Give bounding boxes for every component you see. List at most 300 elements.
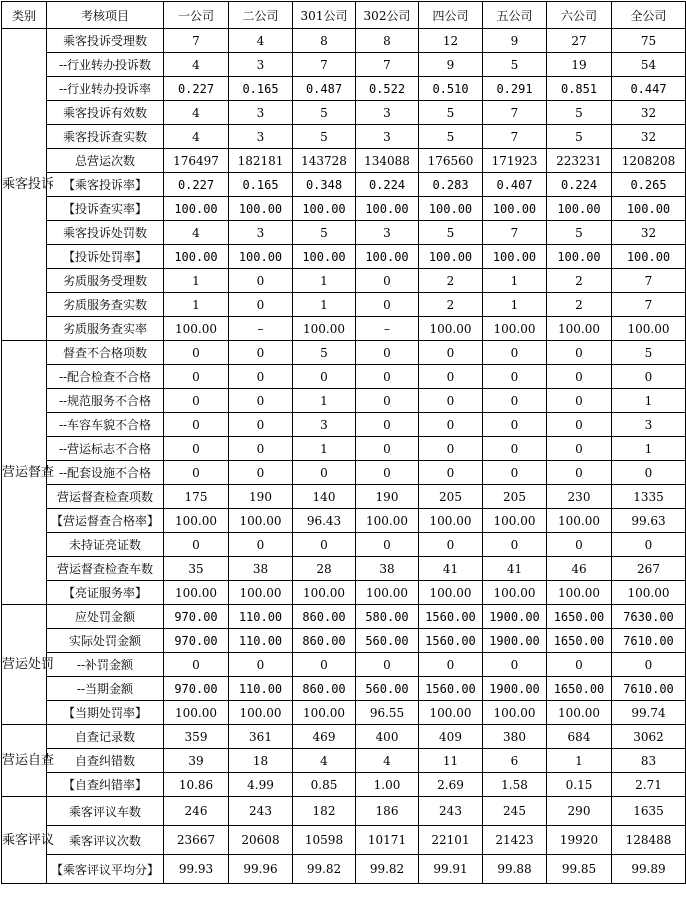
value-cell: 100.00 [293, 317, 356, 341]
value-cell: 0.224 [547, 173, 612, 197]
value-cell: 0 [612, 461, 686, 485]
item-label-cell: 劣质服务查实数 [47, 293, 164, 317]
value-cell: 41 [419, 557, 483, 581]
value-cell: 0.15 [547, 773, 612, 797]
value-cell: 99.89 [612, 855, 686, 884]
value-cell: 1560.00 [419, 677, 483, 701]
value-cell: 100.00 [229, 581, 293, 605]
value-cell: 100.00 [612, 197, 686, 221]
header-category: 类别 [2, 2, 47, 29]
value-cell: 100.00 [612, 317, 686, 341]
value-cell: 7 [483, 125, 547, 149]
value-cell: 1.00 [356, 773, 419, 797]
table-row [2, 701, 686, 725]
value-cell: 4 [164, 101, 229, 125]
value-cell: 100.00 [483, 317, 547, 341]
value-cell: 0 [293, 653, 356, 677]
value-cell: 100.00 [293, 581, 356, 605]
value-cell: 0 [419, 533, 483, 557]
value-cell: 100.00 [164, 581, 229, 605]
value-cell: 100.00 [419, 509, 483, 533]
value-cell: 0.522 [356, 77, 419, 101]
value-cell: 6 [483, 749, 547, 773]
value-cell: 1560.00 [419, 605, 483, 629]
header-company-301: 301公司 [293, 2, 356, 29]
value-cell: 0 [229, 461, 293, 485]
value-cell: 9 [419, 53, 483, 77]
value-cell: 0 [164, 461, 229, 485]
value-cell: 5 [293, 221, 356, 245]
item-label-cell: 营运督查检查项数 [47, 485, 164, 509]
value-cell: 3 [356, 125, 419, 149]
value-cell: 100.00 [164, 245, 229, 269]
value-cell: 0 [483, 365, 547, 389]
value-cell: 99.85 [547, 855, 612, 884]
value-cell: 99.82 [293, 855, 356, 884]
value-cell: 5 [293, 125, 356, 149]
value-cell: 41 [483, 557, 547, 581]
value-cell: 0 [483, 389, 547, 413]
value-cell: 1900.00 [483, 629, 547, 653]
value-cell: 100.00 [293, 245, 356, 269]
header-company-5: 五公司 [483, 2, 547, 29]
value-cell: 100.00 [547, 509, 612, 533]
table-row [2, 749, 686, 773]
table-row [2, 605, 686, 629]
value-cell: 0 [419, 437, 483, 461]
value-cell: 0 [356, 341, 419, 365]
table-row [2, 77, 686, 101]
value-cell: 684 [547, 725, 612, 749]
item-label-cell: 【营运督查合格率】 [47, 509, 164, 533]
header-company-4: 四公司 [419, 2, 483, 29]
value-cell: 19920 [547, 826, 612, 855]
value-cell: 110.00 [229, 629, 293, 653]
item-label-cell: 乘客投诉受理数 [47, 29, 164, 53]
value-cell: 400 [356, 725, 419, 749]
value-cell: 96.43 [293, 509, 356, 533]
value-cell: 860.00 [293, 629, 356, 653]
value-cell: 27 [547, 29, 612, 53]
item-label-cell: 未持证亮证数 [47, 533, 164, 557]
value-cell: 0 [229, 413, 293, 437]
value-cell: 0.851 [547, 77, 612, 101]
value-cell: 7610.00 [612, 629, 686, 653]
value-cell: 0 [356, 653, 419, 677]
value-cell: 0 [612, 653, 686, 677]
value-cell: 0.348 [293, 173, 356, 197]
value-cell: 1 [293, 293, 356, 317]
header-item: 考核项目 [47, 2, 164, 29]
item-label-cell: 督查不合格项数 [47, 341, 164, 365]
value-cell: 0 [293, 461, 356, 485]
table-row [2, 365, 686, 389]
value-cell: 3 [356, 101, 419, 125]
value-cell: 7 [612, 293, 686, 317]
value-cell: 2 [419, 293, 483, 317]
value-cell: 100.00 [547, 197, 612, 221]
table-row [2, 581, 686, 605]
table-row [2, 826, 686, 855]
item-label-cell: 乘客投诉处罚数 [47, 221, 164, 245]
value-cell: 580.00 [356, 605, 419, 629]
value-cell: 0 [356, 365, 419, 389]
value-cell: 7 [164, 29, 229, 53]
value-cell: 245 [483, 797, 547, 826]
value-cell: 1635 [612, 797, 686, 826]
table-row [2, 245, 686, 269]
table-row [2, 533, 686, 557]
header-company-2: 二公司 [229, 2, 293, 29]
item-label-cell: 【乘客投诉率】 [47, 173, 164, 197]
table-row [2, 269, 686, 293]
item-label-cell: 【投诉查实率】 [47, 197, 164, 221]
value-cell: 0.227 [164, 77, 229, 101]
value-cell: 2 [419, 269, 483, 293]
table-row [2, 437, 686, 461]
value-cell: 1 [164, 293, 229, 317]
item-label-cell: --车容车貌不合格 [47, 413, 164, 437]
value-cell: 0 [164, 533, 229, 557]
value-cell: – [229, 317, 293, 341]
value-cell: 100.00 [419, 317, 483, 341]
value-cell: 10.86 [164, 773, 229, 797]
value-cell: 860.00 [293, 605, 356, 629]
header-company-1: 一公司 [164, 2, 229, 29]
item-label-cell: --营运标志不合格 [47, 437, 164, 461]
value-cell: 2.71 [612, 773, 686, 797]
value-cell: 75 [612, 29, 686, 53]
item-label-cell: 【乘客评议平均分】 [47, 855, 164, 884]
value-cell: 0.291 [483, 77, 547, 101]
value-cell: 32 [612, 125, 686, 149]
value-cell: 0.165 [229, 77, 293, 101]
value-cell: 4 [293, 749, 356, 773]
value-cell: 7 [293, 53, 356, 77]
value-cell: 5 [483, 53, 547, 77]
value-cell: 96.55 [356, 701, 419, 725]
table-row [2, 413, 686, 437]
value-cell: 21423 [483, 826, 547, 855]
table-row [2, 149, 686, 173]
value-cell: 5 [419, 101, 483, 125]
value-cell: 0 [483, 461, 547, 485]
table-row [2, 125, 686, 149]
value-cell: 7 [612, 269, 686, 293]
value-cell: 186 [356, 797, 419, 826]
value-cell: 0 [293, 533, 356, 557]
value-cell: 0 [419, 461, 483, 485]
table-row [2, 509, 686, 533]
category-cell: 营运督查 [2, 341, 47, 605]
value-cell: 0 [356, 389, 419, 413]
value-cell: 100.00 [612, 245, 686, 269]
value-cell: 110.00 [229, 677, 293, 701]
value-cell: 290 [547, 797, 612, 826]
value-cell: 100.00 [293, 701, 356, 725]
value-cell: 0.510 [419, 77, 483, 101]
value-cell: 230 [547, 485, 612, 509]
value-cell: 1560.00 [419, 629, 483, 653]
table-row [2, 461, 686, 485]
value-cell: 100.00 [419, 245, 483, 269]
value-cell: 8 [293, 29, 356, 53]
category-cell: 营运处罚 [2, 605, 47, 725]
value-cell: 100.00 [419, 581, 483, 605]
value-cell: 3 [293, 413, 356, 437]
table-row [2, 197, 686, 221]
value-cell: 32 [612, 221, 686, 245]
header-all-companies: 全公司 [612, 2, 686, 29]
value-cell: 100.00 [483, 581, 547, 605]
item-label-cell: --行业转办投诉数 [47, 53, 164, 77]
value-cell: 0 [164, 389, 229, 413]
value-cell: 205 [483, 485, 547, 509]
value-cell: 100.00 [483, 245, 547, 269]
value-cell: 0 [356, 269, 419, 293]
value-cell: 3062 [612, 725, 686, 749]
value-cell: 0 [483, 341, 547, 365]
value-cell: 361 [229, 725, 293, 749]
value-cell: 20608 [229, 826, 293, 855]
value-cell: 100.00 [547, 581, 612, 605]
value-cell: 100.00 [229, 197, 293, 221]
item-label-cell: 劣质服务查实率 [47, 317, 164, 341]
value-cell: 99.88 [483, 855, 547, 884]
value-cell: 140 [293, 485, 356, 509]
header-company-302: 302公司 [356, 2, 419, 29]
value-cell: 0 [547, 341, 612, 365]
value-cell: 3 [229, 101, 293, 125]
value-cell: 0.283 [419, 173, 483, 197]
value-cell: 0.227 [164, 173, 229, 197]
table-row [2, 557, 686, 581]
value-cell: 38 [229, 557, 293, 581]
value-cell: 359 [164, 725, 229, 749]
category-cell: 营运自查 [2, 725, 47, 797]
value-cell: 0 [419, 389, 483, 413]
value-cell: 46 [547, 557, 612, 581]
value-cell: 0 [229, 653, 293, 677]
value-cell: 100.00 [229, 701, 293, 725]
value-cell: 100.00 [356, 245, 419, 269]
table-row [2, 677, 686, 701]
value-cell: 0 [547, 389, 612, 413]
value-cell: 1 [483, 293, 547, 317]
value-cell: 0.487 [293, 77, 356, 101]
value-cell: 5 [547, 125, 612, 149]
value-cell: 0 [229, 341, 293, 365]
value-cell: 0 [483, 653, 547, 677]
item-label-cell: 乘客投诉有效数 [47, 101, 164, 125]
value-cell: 0.265 [612, 173, 686, 197]
value-cell: 0 [293, 365, 356, 389]
value-cell: 100.00 [483, 197, 547, 221]
item-label-cell: 应处罚金额 [47, 605, 164, 629]
value-cell: 1 [612, 437, 686, 461]
value-cell: 5 [547, 221, 612, 245]
value-cell: 39 [164, 749, 229, 773]
item-label-cell: 【投诉处罚率】 [47, 245, 164, 269]
value-cell: 5 [419, 125, 483, 149]
table-row [2, 221, 686, 245]
value-cell: 380 [483, 725, 547, 749]
value-cell: 0 [547, 533, 612, 557]
value-cell: 0 [229, 437, 293, 461]
value-cell: 19 [547, 53, 612, 77]
table-row [2, 773, 686, 797]
value-cell: 35 [164, 557, 229, 581]
value-cell: 0 [419, 365, 483, 389]
value-cell: 38 [356, 557, 419, 581]
value-cell: 267 [612, 557, 686, 581]
value-cell: 560.00 [356, 629, 419, 653]
value-cell: 176560 [419, 149, 483, 173]
value-cell: 8 [356, 29, 419, 53]
value-cell: 0 [229, 365, 293, 389]
value-cell: 0 [164, 653, 229, 677]
value-cell: 0 [164, 437, 229, 461]
value-cell: 205 [419, 485, 483, 509]
value-cell: 5 [293, 101, 356, 125]
value-cell: 110.00 [229, 605, 293, 629]
value-cell: 1 [293, 437, 356, 461]
value-cell: 0.165 [229, 173, 293, 197]
value-cell: 469 [293, 725, 356, 749]
value-cell: 0 [419, 341, 483, 365]
value-cell: 0 [356, 293, 419, 317]
value-cell: 100.00 [419, 197, 483, 221]
value-cell: 1208208 [612, 149, 686, 173]
value-cell: 970.00 [164, 629, 229, 653]
value-cell: 0.407 [483, 173, 547, 197]
value-cell: 99.91 [419, 855, 483, 884]
item-label-cell: --补罚金额 [47, 653, 164, 677]
value-cell: 0 [547, 461, 612, 485]
value-cell: 134088 [356, 149, 419, 173]
value-cell: 1 [547, 749, 612, 773]
value-cell: 171923 [483, 149, 547, 173]
value-cell: 0 [483, 413, 547, 437]
value-cell: 0 [229, 533, 293, 557]
value-cell: 100.00 [164, 197, 229, 221]
value-cell: 0 [356, 413, 419, 437]
value-cell: 100.00 [547, 245, 612, 269]
value-cell: 1 [164, 269, 229, 293]
item-label-cell: --当期金额 [47, 677, 164, 701]
value-cell: 1650.00 [547, 605, 612, 629]
value-cell: 83 [612, 749, 686, 773]
value-cell: 223231 [547, 149, 612, 173]
value-cell: 7610.00 [612, 677, 686, 701]
value-cell: 0 [229, 269, 293, 293]
value-cell: 10598 [293, 826, 356, 855]
value-cell: 2 [547, 293, 612, 317]
item-label-cell: --行业转办投诉率 [47, 77, 164, 101]
value-cell: 10171 [356, 826, 419, 855]
value-cell: 0 [547, 365, 612, 389]
value-cell: 5 [612, 341, 686, 365]
value-cell: 128488 [612, 826, 686, 855]
value-cell: 100.00 [356, 509, 419, 533]
table-row [2, 29, 686, 53]
value-cell: 54 [612, 53, 686, 77]
value-cell: 100.00 [612, 581, 686, 605]
value-cell: 0 [612, 533, 686, 557]
value-cell: 7 [483, 101, 547, 125]
value-cell: 1.58 [483, 773, 547, 797]
value-cell: 9 [483, 29, 547, 53]
value-cell: – [356, 317, 419, 341]
value-cell: 0 [164, 365, 229, 389]
value-cell: 0 [419, 413, 483, 437]
item-label-cell: 自查纠错数 [47, 749, 164, 773]
value-cell: 100.00 [483, 701, 547, 725]
value-cell: 3 [612, 413, 686, 437]
value-cell: 246 [164, 797, 229, 826]
value-cell: 143728 [293, 149, 356, 173]
value-cell: 100.00 [229, 245, 293, 269]
value-cell: 1900.00 [483, 605, 547, 629]
item-label-cell: 乘客投诉查实数 [47, 125, 164, 149]
value-cell: 1 [612, 389, 686, 413]
value-cell: 860.00 [293, 677, 356, 701]
value-cell: 12 [419, 29, 483, 53]
value-cell: 7 [356, 53, 419, 77]
table-row [2, 293, 686, 317]
item-label-cell: 营运督查检查车数 [47, 557, 164, 581]
value-cell: 100.00 [164, 317, 229, 341]
value-cell: 100.00 [293, 197, 356, 221]
value-cell: 4 [164, 125, 229, 149]
value-cell: 23667 [164, 826, 229, 855]
category-cell: 乘客投诉 [2, 29, 47, 341]
table-row [2, 485, 686, 509]
item-label-cell: 总营运次数 [47, 149, 164, 173]
table-row [2, 725, 686, 749]
value-cell: 175 [164, 485, 229, 509]
value-cell: 1650.00 [547, 629, 612, 653]
item-label-cell: 【当期处罚率】 [47, 701, 164, 725]
table-row [2, 797, 686, 826]
value-cell: 970.00 [164, 677, 229, 701]
value-cell: 1650.00 [547, 677, 612, 701]
value-cell: 7630.00 [612, 605, 686, 629]
value-cell: 5 [293, 341, 356, 365]
table-row [2, 317, 686, 341]
value-cell: 100.00 [164, 509, 229, 533]
value-cell: 0 [419, 653, 483, 677]
value-cell: 99.82 [356, 855, 419, 884]
table-row [2, 101, 686, 125]
value-cell: 970.00 [164, 605, 229, 629]
value-cell: 99.93 [164, 855, 229, 884]
table-row [2, 389, 686, 413]
table-row [2, 629, 686, 653]
value-cell: 243 [419, 797, 483, 826]
item-label-cell: 乘客评议次数 [47, 826, 164, 855]
value-cell: 243 [229, 797, 293, 826]
value-cell: 4 [229, 29, 293, 53]
table-row [2, 173, 686, 197]
value-cell: 0 [483, 437, 547, 461]
category-cell: 乘客评议 [2, 797, 47, 884]
value-cell: 5 [547, 101, 612, 125]
value-cell: 1 [293, 389, 356, 413]
value-cell: 3 [229, 125, 293, 149]
value-cell: 100.00 [419, 701, 483, 725]
item-label-cell: 【亮证服务率】 [47, 581, 164, 605]
